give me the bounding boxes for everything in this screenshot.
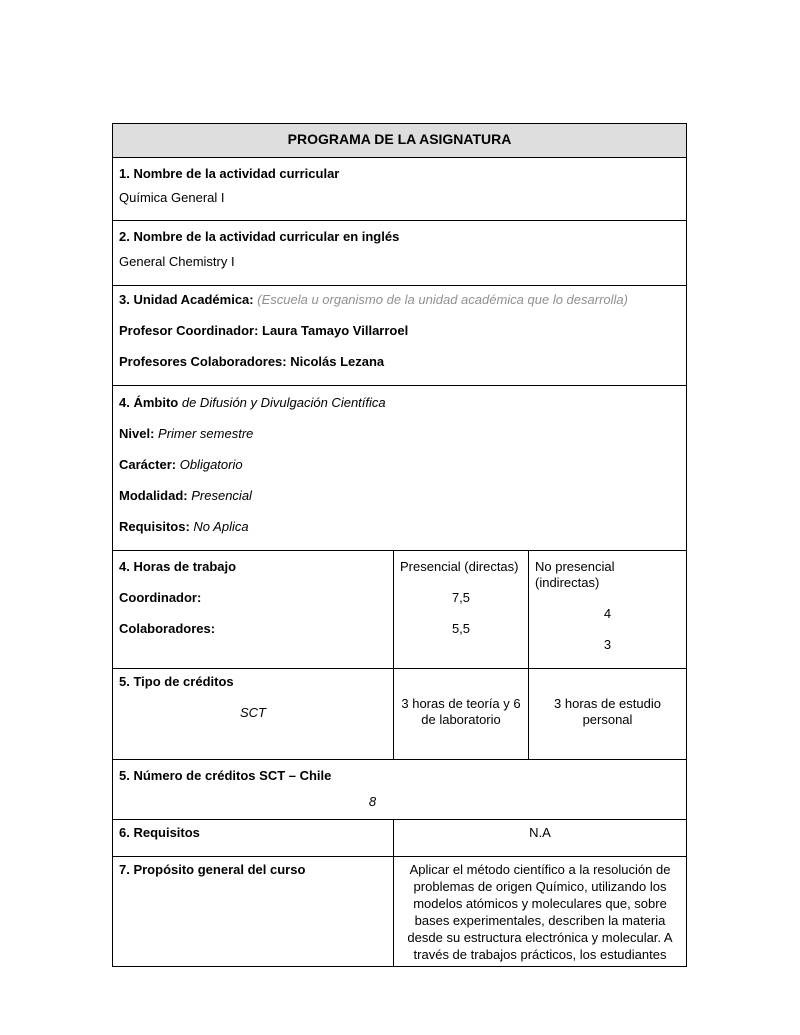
work-hours-indirect-cell — [529, 551, 687, 669]
modality-label: Modalidad: — [119, 488, 188, 503]
character-value: Obligatorio — [179, 457, 243, 472]
row-credit-type — [113, 669, 687, 760]
coordinator-professor: Profesor Coordinador: Laura Tamayo Villarroel — [119, 323, 409, 338]
academic-unit-label: 3. Unidad Académica: — [119, 292, 254, 307]
row-course-name — [113, 158, 687, 221]
work-hours-label: 4. Horas de trabajo — [119, 559, 237, 574]
credit-direct-detail-cell — [394, 669, 529, 760]
purpose-label: 7. Propósito general del curso — [119, 862, 306, 877]
prerequisites-value: No Aplica — [193, 519, 249, 534]
sct-credits-value: 8 — [368, 794, 377, 809]
work-hours-direct-cell — [394, 551, 529, 669]
credit-type-label: 5. Tipo de créditos — [119, 674, 234, 689]
row-purpose — [113, 857, 687, 967]
course-name-english-cell — [113, 221, 687, 286]
table-header-row — [113, 124, 687, 158]
row-academic-unit — [113, 286, 687, 386]
course-name-cell — [113, 158, 687, 221]
row-course-name-english — [113, 221, 687, 286]
character-label: Carácter: — [119, 457, 177, 472]
row-requirements — [113, 820, 687, 857]
credit-indirect-detail: 3 horas de estudio personal — [554, 696, 661, 727]
course-name-value: Química General I — [119, 190, 225, 205]
purpose-label-cell — [113, 857, 394, 967]
work-hours-collaborators-label: Colaboradores: — [119, 621, 216, 636]
level-label: Nivel: — [119, 426, 155, 441]
course-name-label: 1. Nombre de la actividad curricular — [119, 166, 340, 181]
program-table — [112, 123, 687, 967]
indirect-hours-header: No presencial (indirectas) — [535, 559, 615, 590]
purpose-value-cell — [394, 857, 687, 967]
academic-unit-cell — [113, 286, 687, 386]
requirements-value-cell — [394, 820, 687, 857]
row-scope — [113, 386, 687, 551]
work-hours-coordinator-label: Coordinador: — [119, 590, 202, 605]
scope-value: de Difusión y Divulgación Científica — [181, 395, 386, 410]
coordinator-indirect-hours: 4 — [603, 606, 612, 621]
prerequisites-label: Requisitos: — [119, 519, 190, 534]
scope-label: 4. Ámbito — [119, 395, 179, 410]
table-title: PROGRAMA DE LA ASIGNATURA — [287, 130, 512, 147]
collaborating-professors: Profesores Colaboradores: Nicolás Lezana — [119, 354, 385, 369]
scope-cell — [113, 386, 687, 551]
level-value: Primer semestre — [158, 426, 254, 441]
collaborators-indirect-hours: 3 — [603, 637, 612, 652]
table-title-cell — [113, 124, 687, 158]
requirements-value: N.A — [529, 825, 551, 840]
coordinator-direct-hours: 7,5 — [451, 590, 471, 605]
direct-hours-header: Presencial (directas) — [400, 559, 519, 574]
row-work-hours — [113, 551, 687, 669]
work-hours-label-cell — [113, 551, 394, 669]
row-sct-credits — [113, 760, 687, 820]
course-name-english-value: General Chemistry I — [119, 254, 235, 269]
requirements-label: 6. Requisitos — [119, 825, 200, 840]
sct-credits-label: 5. Número de créditos SCT – Chile — [119, 768, 332, 783]
academic-unit-hint: (Escuela u organismo de la unidad académica que lo desarrolla) — [257, 292, 628, 307]
credit-type-label-cell — [113, 669, 394, 760]
credit-type-value: SCT — [240, 705, 266, 720]
credit-direct-detail: 3 horas de teoría y 6 de laboratorio — [401, 696, 521, 727]
requirements-label-cell — [113, 820, 394, 857]
collaborators-direct-hours: 5,5 — [451, 621, 471, 636]
sct-credits-cell — [113, 760, 687, 820]
course-name-english-label: 2. Nombre de la actividad curricular en inglés — [119, 229, 400, 244]
purpose-value: Aplicar el método científico a la resolución de problemas de origen Químico, utilizando los modelos atómicos y moleculares que, sobre bases experimentales, describen la materia desde su estructura electrónica y molecular. A través de trabajos prácticos, los estudiantes — [407, 862, 673, 962]
credit-indirect-detail-cell — [529, 669, 687, 760]
modality-value: Presencial — [191, 488, 252, 503]
